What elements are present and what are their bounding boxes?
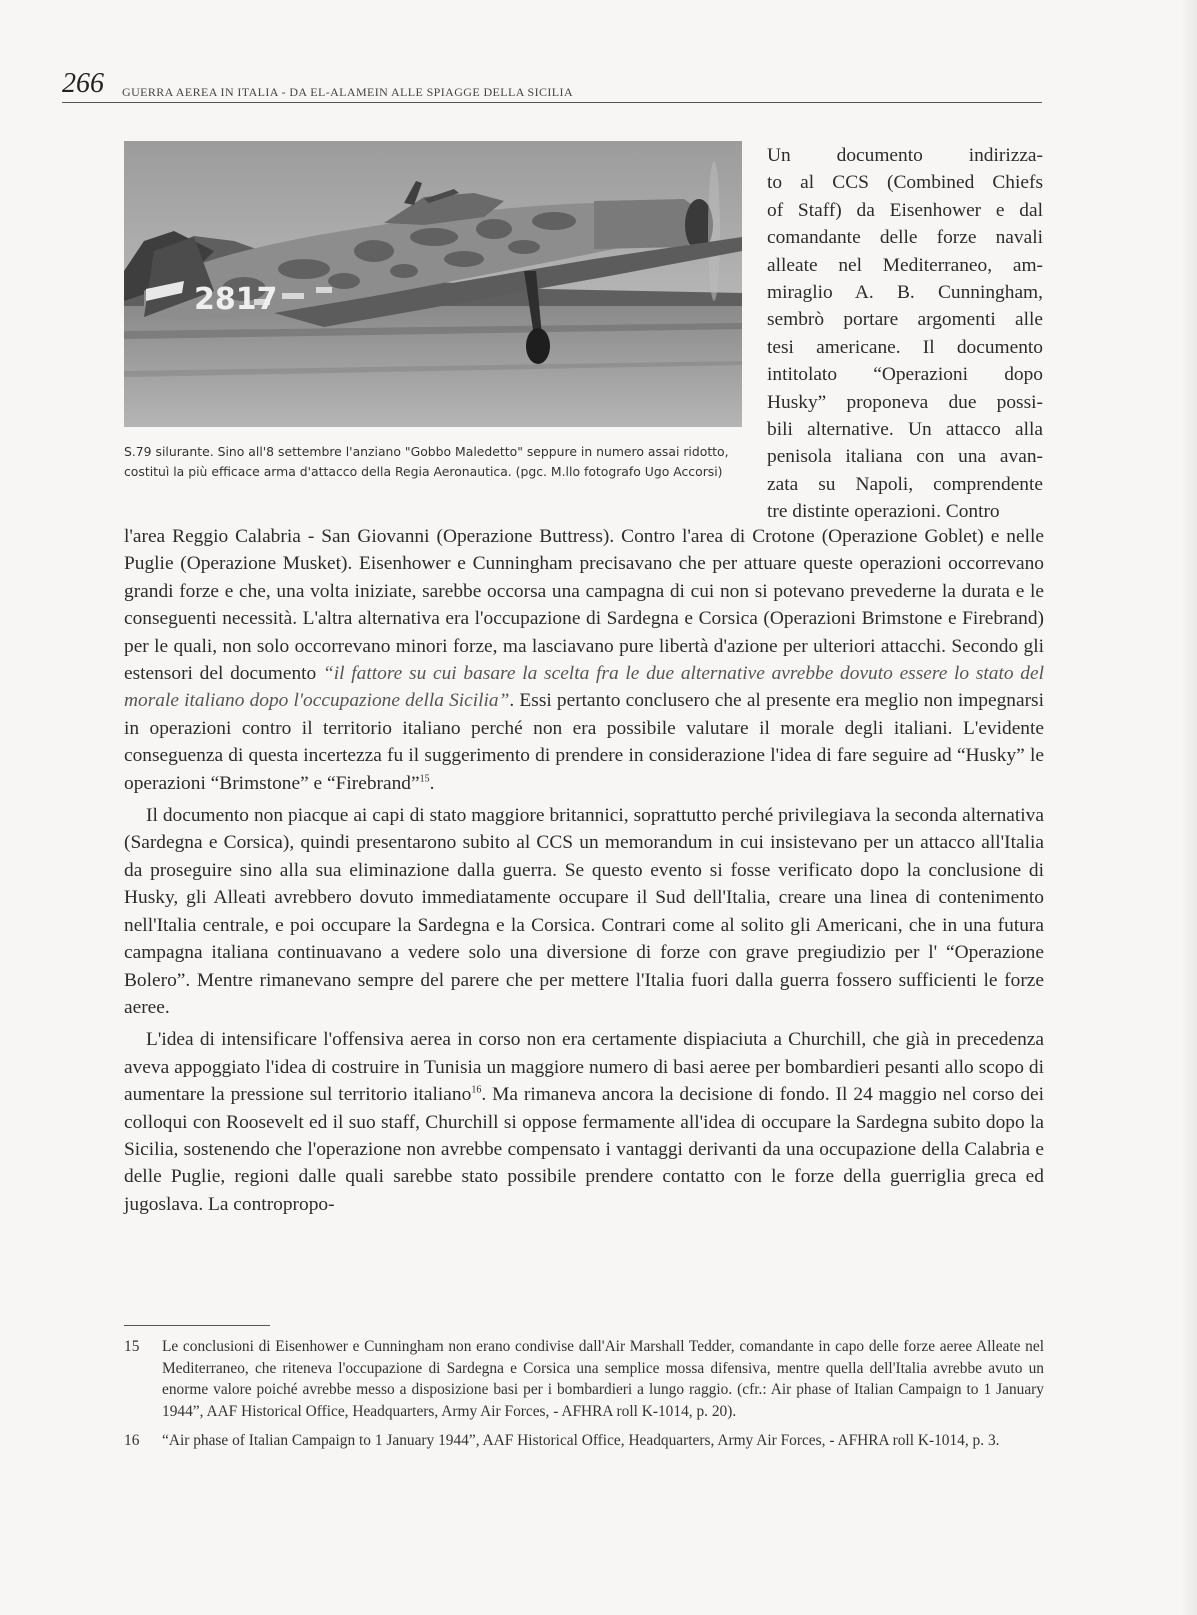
side-line: of Staff) da Eisenhower e dal	[767, 199, 1043, 221]
aircraft-code-marking: 2817	[194, 282, 278, 317]
side-line: bili alternative. Un attacco alla	[767, 419, 1043, 441]
paragraph-3-text-a: L'idea di intensificare l'offensiva aerea in corso non era certamente dispiaciuta a Churchill, che già in precedenza aveva appoggiato l'idea di costruire in Tunisia un maggiore numero di basi aeree per bombardieri pesanti allo scopo di aumentare la pressione sul territorio italiano	[124, 1029, 1044, 1106]
footnote-text: Le conclusioni di Eisenhower e Cunningham non erano condivise dall'Air Marshall Tedder, comandante in capo delle forze aeree Alleate nel Mediterraneo, che riteneva l'occupazione di Sardegna e Corsica una semplice mossa difensiva, mentre quella dell'Italia avrebbe avuto un enorme valore poiché avrebbe messo a disposizione basi per i bombardieri a lungo raggio. (cfr.: Air phase of Italian Campaign to 1 January 1944”, AAF Historical Office, Headquarters, Army Air Forces, - AFHRA roll K-1014, p. 20).	[162, 1338, 1044, 1420]
footnote-15	[124, 1336, 1044, 1422]
paragraph-2: Il documento non piacque ai capi di stato maggiore britannici, soprattutto perché privilegiava la seconda alternativa (Sardegna e Corsica), quindi presentarono subito al CCS un memorandum in cui insistevano per un attacco all'Italia da proseguire sino alla sua eliminazione dalla guerra. Se questo evento si fosse verificato dopo la conclusione di Husky, gli Alleati avrebbero dovuto immediatamente occupare il Sud dell'Italia, creare una linea di contenimento nell'Italia centrale, e poi occupare la Sardegna e la Corsica. Contrari come al solito gli Americani, che in una futura campagna italiana continuavano a vedere solo una diversione di forze con grave pregiudizio per l' “Operazione Bolero”. Mentre rimanevano sempre del parere che per mettere l'Italia fuori dalla guerra fossero sufficienti le forze aeree.	[124, 805, 1044, 1018]
side-line: Husky” proponeva due possi-	[767, 391, 1043, 413]
footnote-16	[124, 1430, 1044, 1452]
page-number: 266	[62, 68, 104, 99]
side-line: penisola italiana con una avan-	[767, 446, 1043, 468]
page-header	[62, 68, 1042, 103]
aircraft-photo	[124, 141, 742, 427]
side-line: alleate nel Mediterraneo, am-	[767, 254, 1043, 276]
side-column-text	[767, 142, 1043, 526]
paragraph-1-text-b: . Essi pertanto conclusero che al presente era meglio non impegnarsi in operazioni contro il territorio italiano perché non era possibile valutare il morale degli italiani. L'evidente conseguenza di questa incertezza fu il suggerimento di prendere in considerazione l'idea di fare seguire ad “Husky” le operazioni “Brimstone” e “Firebrand”	[124, 690, 1044, 794]
side-line: miraglio A. B. Cunningham,	[767, 282, 1043, 304]
paragraph-3	[124, 1026, 1044, 1218]
paragraph-1	[124, 523, 1044, 797]
side-line: tre distinte operazioni. Contro	[767, 501, 1000, 523]
side-line: tesi americane. Il documento	[767, 336, 1043, 358]
main-body-text	[124, 523, 1044, 1218]
footnote-divider	[124, 1325, 270, 1326]
paragraph-1-end: .	[429, 772, 435, 794]
side-line: zata su Napoli, comprendente	[767, 473, 1043, 495]
footnote-ref-16[interactable]: 16	[471, 1084, 482, 1096]
side-line: Un documento indirizza-	[767, 145, 1043, 166]
side-line: to al CCS (Combined Chiefs	[767, 172, 1043, 194]
side-line: comandante delle forze navali	[767, 227, 1043, 249]
paragraph-1-text-a: l'area Reggio Calabria - San Giovanni (Operazione Buttress). Contro l'area di Crotone (Operazione Goblet) e nelle Puglie (Operazione Musket). Eisenhower e Cunningham precisavano che per attuare queste operazioni occorrevano grandi forze e che, una volta iniziate, sarebbe occorsa una campagna di cui non si potevano prevederne la durata e le conseguenti necessità. L'altra alternativa era l'occupazione di Sardegna e Corsica (Operazioni Brimstone e Firebrand) per le quali, non solo occorrevano minori forze, ma lasciavano pure libertà d'azione per ulteriori attacchi. Secondo gli estensori del documento	[124, 526, 1044, 685]
running-head: GUERRA AEREA IN ITALIA - DA EL-ALAMEIN ALLE SPIAGGE DELLA SICILIA	[122, 85, 574, 99]
footnote-text: “Air phase of Italian Campaign to 1 January 1944”, AAF Historical Office, Headquarters, Army Air Forces, - AFHRA roll K-1014, p. 3.	[162, 1432, 1000, 1450]
paragraph-3-text-b: . Ma rimaneva ancora la decisione di fondo. Il 24 maggio nel corso dei colloqui con Roosevelt ed il suo staff, Churchill si oppose fermamente all'idea di occupare la Sardegna subito dopo la Sicilia, sostenendo che l'operazione non avrebbe compensato i vantaggi derivanti da una occupazione della Calabria e delle Puglie, regioni dalle quali sarebbe stato possibile prendere contatto con le forze della guerriglia greca ed jugoslava. La contropropo-	[124, 1084, 1045, 1215]
footnote-ref-15[interactable]: 15	[419, 773, 430, 785]
italic-quote: “il fattore su cui basare la scelta fra le due alternative avrebbe dovuto essere lo stato del morale italiano dopo l'occupazione della Sicilia”	[124, 663, 1044, 712]
side-line: sembrò portare argomenti alle	[767, 309, 1043, 331]
side-line: intitolato “Operazioni dopo	[767, 364, 1043, 386]
footnotes	[124, 1336, 1044, 1460]
footnote-number: 16	[124, 1432, 140, 1450]
footnote-number: 15	[124, 1338, 140, 1355]
figure-caption: S.79 silurante. Sino all'8 settembre l'anziano "Gobbo Maledetto" seppure in numero assai ridotto, costituì la più efficace arma d'attacco della Regia Aeronautica. (pgc. M.llo fotografo Ugo Accorsi)	[124, 444, 729, 479]
page-edge-shadow	[1180, 0, 1197, 1615]
